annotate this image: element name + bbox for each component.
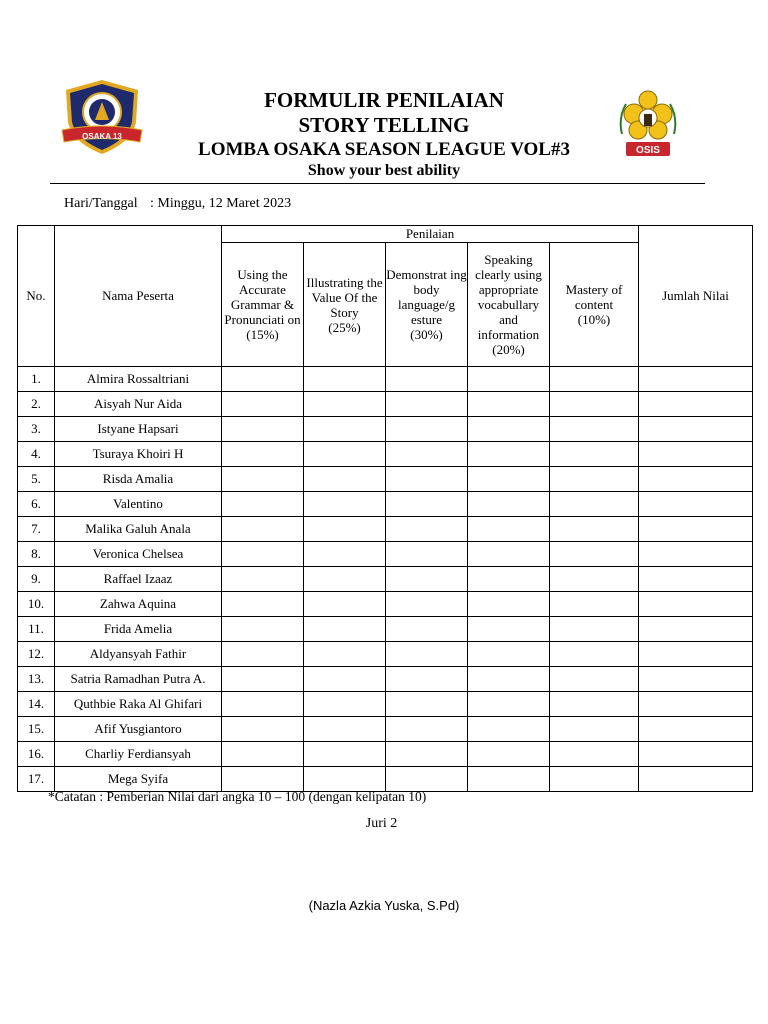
score-cell[interactable]: [468, 542, 550, 567]
score-cell[interactable]: [304, 692, 386, 717]
total-cell[interactable]: [639, 417, 753, 442]
score-cell[interactable]: [386, 642, 468, 667]
score-cell[interactable]: [468, 442, 550, 467]
total-cell[interactable]: [639, 667, 753, 692]
table-row: [18, 742, 753, 767]
score-cell[interactable]: [386, 492, 468, 517]
score-cell[interactable]: [550, 517, 639, 542]
score-cell[interactable]: [222, 742, 304, 767]
score-cell[interactable]: [222, 392, 304, 417]
row-number: 11.: [18, 617, 55, 642]
score-cell[interactable]: [222, 442, 304, 467]
judge-name: (Nazla Azkia Yuska, S.Pd): [308, 898, 460, 913]
score-cell[interactable]: [550, 417, 639, 442]
score-cell[interactable]: [550, 717, 639, 742]
date-value: : Minggu, 12 Maret 2023: [150, 196, 292, 211]
score-cell[interactable]: [304, 417, 386, 442]
total-cell[interactable]: [639, 367, 753, 392]
date-label: Hari/Tanggal: [64, 196, 138, 211]
score-cell[interactable]: [468, 717, 550, 742]
score-cell[interactable]: [550, 617, 639, 642]
participant-name: Charliy Ferdiansyah: [55, 742, 222, 767]
participant-name: Malika Galuh Anala: [55, 517, 222, 542]
header-divider: [50, 183, 705, 184]
score-cell[interactable]: [550, 767, 639, 792]
participant-name: Valentino: [55, 492, 222, 517]
column-header-no: No.: [18, 226, 55, 367]
score-cell[interactable]: [386, 542, 468, 567]
table-row: [18, 667, 753, 692]
column-header-name: Nama Peserta: [55, 226, 222, 367]
participant-name: Satria Ramadhan Putra A.: [55, 667, 222, 692]
score-cell[interactable]: [304, 542, 386, 567]
participant-rows: [18, 367, 753, 792]
score-cell[interactable]: [222, 467, 304, 492]
score-cell[interactable]: [468, 767, 550, 792]
total-cell[interactable]: [639, 642, 753, 667]
score-cell[interactable]: [304, 767, 386, 792]
score-cell[interactable]: [386, 567, 468, 592]
row-number: 2.: [18, 392, 55, 417]
score-cell[interactable]: [468, 742, 550, 767]
table-row: [18, 517, 753, 542]
total-cell[interactable]: [639, 617, 753, 642]
score-cell[interactable]: [386, 717, 468, 742]
table-row: [18, 392, 753, 417]
score-cell[interactable]: [386, 392, 468, 417]
score-cell[interactable]: [304, 617, 386, 642]
score-cell[interactable]: [468, 417, 550, 442]
score-cell[interactable]: [304, 642, 386, 667]
criterion-weight: (20%): [492, 342, 525, 357]
score-cell[interactable]: [304, 667, 386, 692]
row-number: 3.: [18, 417, 55, 442]
criterion-weight: (15%): [246, 327, 279, 342]
score-cell[interactable]: [468, 692, 550, 717]
score-cell[interactable]: [222, 667, 304, 692]
table-row: [18, 492, 753, 517]
total-cell[interactable]: [639, 442, 753, 467]
score-cell[interactable]: [386, 467, 468, 492]
score-cell[interactable]: [550, 442, 639, 467]
score-cell[interactable]: [386, 767, 468, 792]
total-cell[interactable]: [639, 592, 753, 617]
score-cell[interactable]: [468, 467, 550, 492]
criterion-weight: (10%): [577, 312, 611, 327]
participant-name: Aldyansyah Fathir: [55, 642, 222, 667]
score-cell[interactable]: [386, 617, 468, 642]
score-cell[interactable]: [550, 467, 639, 492]
score-cell[interactable]: [386, 517, 468, 542]
score-cell[interactable]: [468, 492, 550, 517]
row-number: 10.: [18, 592, 55, 617]
score-cell[interactable]: [550, 692, 639, 717]
participant-name: Tsuraya Khoiri H: [55, 442, 222, 467]
total-cell[interactable]: [639, 742, 753, 767]
table-row: [18, 542, 753, 567]
total-cell[interactable]: [639, 492, 753, 517]
row-number: 16.: [18, 742, 55, 767]
score-cell[interactable]: [304, 742, 386, 767]
row-number: 7.: [18, 517, 55, 542]
score-cell[interactable]: [550, 567, 639, 592]
scoring-note: *Catatan : Pemberian Nilai dari angka 10 – 100 (dengan kelipatan 10): [48, 789, 427, 804]
score-cell[interactable]: [222, 567, 304, 592]
participant-name: Raffael Izaaz: [55, 567, 222, 592]
row-number: 15.: [18, 717, 55, 742]
table-row: [18, 692, 753, 717]
form-subtitle: STORY TELLING: [298, 113, 470, 137]
form-title: FORMULIR PENILAIAN: [264, 88, 504, 112]
date-line: [64, 196, 291, 212]
table-row: [18, 642, 753, 667]
score-cell[interactable]: [222, 417, 304, 442]
judge-label: Juri 2: [365, 816, 398, 831]
row-number: 17.: [18, 767, 55, 792]
svg-text:OSIS: OSIS: [636, 145, 660, 156]
score-cell[interactable]: [468, 617, 550, 642]
table-row: [18, 367, 753, 392]
score-cell[interactable]: [468, 392, 550, 417]
score-cell[interactable]: [550, 492, 639, 517]
score-cell[interactable]: [222, 642, 304, 667]
participant-name: Quthbie Raka Al Ghifari: [55, 692, 222, 717]
score-cell[interactable]: [304, 442, 386, 467]
scoring-table: [17, 225, 753, 792]
score-cell[interactable]: [304, 517, 386, 542]
row-number: 1.: [18, 367, 55, 392]
total-cell[interactable]: [639, 567, 753, 592]
table-row: [18, 467, 753, 492]
score-cell[interactable]: [550, 667, 639, 692]
participant-name: Zahwa Aquina: [55, 592, 222, 617]
criterion-body-language-header: [386, 243, 468, 367]
participant-name: Almira Rossaltriani: [55, 367, 222, 392]
score-cell[interactable]: [386, 417, 468, 442]
table-row: [18, 767, 753, 792]
participant-name: Aisyah Nur Aida: [55, 392, 222, 417]
score-cell[interactable]: [222, 717, 304, 742]
score-cell[interactable]: [550, 592, 639, 617]
score-cell[interactable]: [386, 367, 468, 392]
table-row: [18, 442, 753, 467]
score-cell[interactable]: [222, 517, 304, 542]
criterion-grammar-header: [222, 243, 304, 367]
criterion-mastery-header: [550, 243, 639, 367]
row-number: 14.: [18, 692, 55, 717]
participant-name: Frida Amelia: [55, 617, 222, 642]
table-row: [18, 417, 753, 442]
row-number: 12.: [18, 642, 55, 667]
score-cell[interactable]: [222, 542, 304, 567]
criterion-label: Speaking clearly using appropriate vocabullary and information: [475, 252, 542, 342]
score-cell[interactable]: [222, 592, 304, 617]
score-cell[interactable]: [222, 617, 304, 642]
score-cell[interactable]: [550, 367, 639, 392]
score-cell[interactable]: [550, 642, 639, 667]
score-cell[interactable]: [222, 367, 304, 392]
participant-name: Risda Amalia: [55, 467, 222, 492]
table-row: [18, 592, 753, 617]
criterion-label: Illustrating the Value Of the Story: [306, 274, 383, 320]
criterion-weight: (25%): [328, 319, 361, 335]
row-number: 8.: [18, 542, 55, 567]
tagline: Show your best ability: [307, 162, 461, 179]
total-cell[interactable]: [639, 467, 753, 492]
score-cell[interactable]: [468, 592, 550, 617]
score-cell[interactable]: [222, 492, 304, 517]
score-cell[interactable]: [550, 542, 639, 567]
score-cell[interactable]: [550, 742, 639, 767]
participant-name: Istyane Hapsari: [55, 417, 222, 442]
row-number: 5.: [18, 467, 55, 492]
participant-name: Afif Yusgiantoro: [55, 717, 222, 742]
score-cell[interactable]: [550, 392, 639, 417]
criterion-label: Using the Accurate Grammar & Pronunciati on: [224, 267, 301, 327]
score-cell[interactable]: [304, 392, 386, 417]
column-header-total: Jumlah Nilai: [639, 226, 753, 367]
table-row: [18, 567, 753, 592]
table-row: [18, 617, 753, 642]
total-cell[interactable]: [639, 767, 753, 792]
score-cell[interactable]: [468, 667, 550, 692]
participant-name: Veronica Chelsea: [55, 542, 222, 567]
table-row: [18, 717, 753, 742]
score-cell[interactable]: [304, 492, 386, 517]
score-cell[interactable]: [304, 717, 386, 742]
score-cell[interactable]: [468, 642, 550, 667]
total-cell[interactable]: [639, 717, 753, 742]
score-cell[interactable]: [304, 367, 386, 392]
total-cell[interactable]: [639, 517, 753, 542]
row-number: 6.: [18, 492, 55, 517]
score-cell[interactable]: [304, 567, 386, 592]
score-cell[interactable]: [222, 692, 304, 717]
score-cell[interactable]: [222, 767, 304, 792]
score-cell[interactable]: [386, 592, 468, 617]
penilaian-group-header: Penilaian: [222, 226, 639, 243]
criterion-speaking-header: [468, 243, 550, 367]
score-cell[interactable]: [386, 442, 468, 467]
score-cell[interactable]: [386, 742, 468, 767]
score-cell[interactable]: [468, 517, 550, 542]
criterion-story-value-header: [304, 243, 386, 367]
total-cell[interactable]: [639, 392, 753, 417]
event-name: LOMBA OSAKA SEASON LEAGUE VOL#3: [198, 139, 570, 160]
row-number: 4.: [18, 442, 55, 467]
criterion-weight: (30%): [410, 327, 443, 342]
row-number: 13.: [18, 667, 55, 692]
score-cell[interactable]: [304, 592, 386, 617]
criterion-label: Demonstrat ing body language/g esture: [386, 267, 467, 327]
score-cell[interactable]: [304, 467, 386, 492]
total-cell[interactable]: [639, 692, 753, 717]
total-cell[interactable]: [639, 542, 753, 567]
score-cell[interactable]: [468, 567, 550, 592]
svg-text:OSAKA 13: OSAKA 13: [82, 132, 122, 141]
score-cell[interactable]: [468, 367, 550, 392]
criterion-label: Mastery of content: [565, 282, 623, 312]
participant-name: Mega Syifa: [55, 767, 222, 792]
row-number: 9.: [18, 567, 55, 592]
score-cell[interactable]: [386, 692, 468, 717]
score-cell[interactable]: [386, 667, 468, 692]
